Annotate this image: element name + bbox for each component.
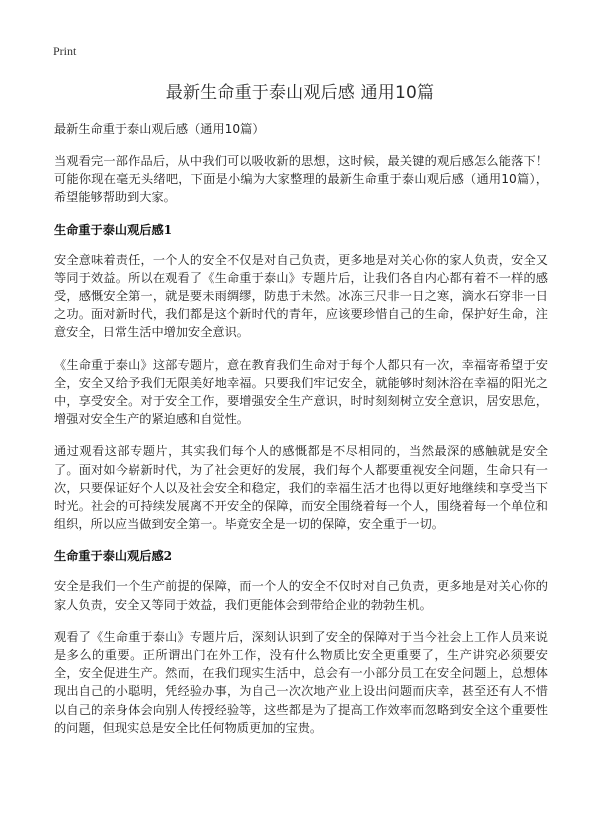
article-body <box>54 120 548 751</box>
page-title: 最新生命重于泰山观后感 通用10篇 <box>165 83 435 103</box>
section-2-paragraph-1: 安全是我们一个生产前提的保障，而一个人的安全不仅时对自己负责，更多地是对关心你的家人负责，安全又等同于效益，我们更能体会到带给企业的勃勃生机。 <box>54 579 548 612</box>
section-heading-1: 生命重于泰山观后感1 <box>54 222 173 237</box>
section-1-paragraph-1: 安全意味着责任，一个人的安全不仅是对自己负责，更多地是对关心你的家人负责，安全又等同于效益。所以在观看了《生命重于泰山》专题片后，让我们各自内心都有着不一样的感受，感慨安全第一，就是要未雨绸缪，防患于未然。冰冻三尺非一日之寒，滴水石穿非一日之功。面对新时代，我们都是这个新时代的青年，应该要珍惜自己的生命，保护好生命，注意安全，日常生活中增加安全意识。 <box>54 252 548 340</box>
section-1-paragraph-3: 通过观看这部专题片，其实我们每个人的感慨都是不尽相同的，当然最深的感触就是安全了。面对如今崭新时代，为了社会更好的发展，我们每个人都要重视安全问题，生命只有一次，只要保证好个人以及社会安全和稳定，我们的幸福生活才也得以更好地继续和享受当下时光。社会的可持续发展离不开安全的保障，而安全围绕着每一个人，围绕着每一个单位和组织，所以应当做到安全第一。毕竟安全是一切的保障，安全重于一切。 <box>54 444 548 532</box>
section-1-paragraph-2: 《生命重于泰山》这部专题片，意在教育我们生命对于每个人都只有一次，幸福寄希望于安全，安全又给予我们无限美好地幸福。只要我们牢记安全，就能够时刻沐浴在幸福的阳光之中，享受安全。对于安全工作，要增强安全生产意识，时时刻刻树立安全意识，居安思危，增强对安全生产的紧迫感和自觉性。 <box>54 357 548 427</box>
intro-paragraph: 当观看完一部作品后，从中我们可以吸收新的思想，这时候，最关键的观后感怎么能落下！可能你现在毫无头绪吧，下面是小编为大家整理的最新生命重于泰山观后感（通用10篇），希望能够帮助到大家。 <box>54 154 548 205</box>
print-link[interactable]: Print <box>53 44 77 58</box>
section-2-paragraph-2: 观看了《生命重于泰山》专题片后，深刻认识到了安全的保障对于当今社会上工作人员来说是多么的重要。正所谓出门在外工作，没有什么物质比安全更重要了，生产讲究必须要安全，安全促进生产。然而，在我们现实生活中，总会有一小部分员工在安全问题上，总想体现出自己的小聪明，凭经验办事，为自己一次次地产业上设出问题而庆幸，甚至还有人不惜以自己的亲身体会向别人传授经验等，这些都是为了提高工作效率而忽略到安全这个重要性的问题，但现实总是安全比任何物质更加的宝贵。 <box>54 629 548 735</box>
section-heading-2: 生命重于泰山观后感2 <box>54 549 173 564</box>
document-subtitle: 最新生命重于泰山观后感（通用10篇） <box>54 122 265 136</box>
